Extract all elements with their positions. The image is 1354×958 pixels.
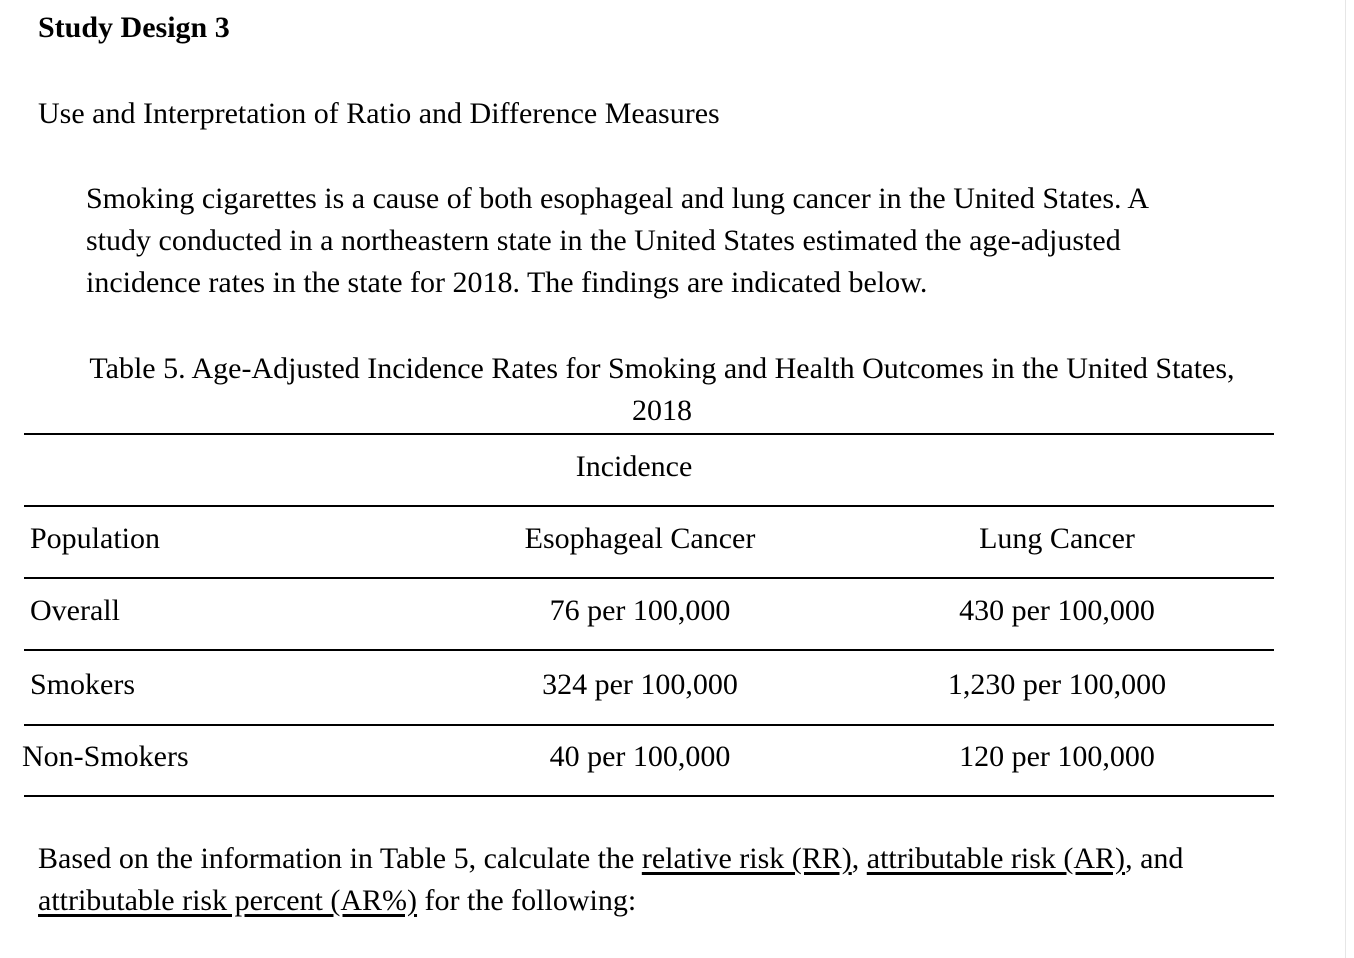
intro-paragraph (86, 178, 1266, 304)
row-nonsmokers-lung: 120 per 100,000 (959, 740, 1155, 773)
table-rule-bottom (24, 795, 1274, 797)
instructions-paragraph (38, 838, 1298, 922)
page-title: Study Design 3 (38, 11, 230, 44)
header-population: Population (30, 522, 161, 555)
intro-line-3: incidence rates in the state for 2018. The findings are indicated below. (86, 266, 928, 299)
table-rule (24, 577, 1274, 579)
intro-line-2: study conducted in a northeastern state in the United States estimated the age-adjusted (86, 224, 1121, 257)
table-rule (24, 505, 1274, 507)
instructions-suffix: for the following: (417, 884, 637, 917)
intro-line-1: Smoking cigarettes is a cause of both esophageal and lung cancer in the United States. A (86, 182, 1150, 215)
table-caption-line-1: Table 5. Age-Adjusted Incidence Rates for Smoking and Health Outcomes in the United States, (89, 352, 1235, 385)
row-overall-lung: 430 per 100,000 (959, 594, 1155, 627)
header-esophageal-cancer: Esophageal Cancer (524, 522, 756, 555)
table-rule (24, 649, 1274, 651)
instructions-prefix: Based on the information in Table 5, calculate the (38, 842, 642, 875)
table-rule (24, 724, 1274, 726)
relative-risk-link[interactable]: relative risk (RR) (641, 842, 852, 875)
table-caption (24, 348, 1300, 432)
table-group-header: Incidence (575, 450, 693, 483)
row-nonsmokers-esophageal: 40 per 100,000 (549, 740, 731, 773)
attributable-risk-link[interactable]: attributable risk (AR) (866, 842, 1126, 875)
row-smokers-esophageal: 324 per 100,000 (542, 668, 738, 701)
row-smokers-lung: 1,230 per 100,000 (947, 668, 1167, 701)
table-caption-line-2: 2018 (632, 394, 692, 427)
header-lung-cancer: Lung Cancer (979, 522, 1135, 555)
table-rule-top (24, 433, 1274, 435)
section-subtitle: Use and Interpretation of Ratio and Difference Measures (38, 97, 720, 130)
row-overall-esophageal: 76 per 100,000 (549, 594, 731, 627)
page-edge-divider (1345, 0, 1346, 958)
attributable-risk-percent-link[interactable]: attributable risk percent (AR%) (38, 884, 418, 917)
row-nonsmokers-population: Non-Smokers (22, 740, 189, 773)
instructions-separator: , (851, 842, 867, 875)
instructions-separator: , and (1125, 842, 1184, 875)
row-overall-population: Overall (30, 594, 120, 627)
row-smokers-population: Smokers (30, 668, 135, 701)
